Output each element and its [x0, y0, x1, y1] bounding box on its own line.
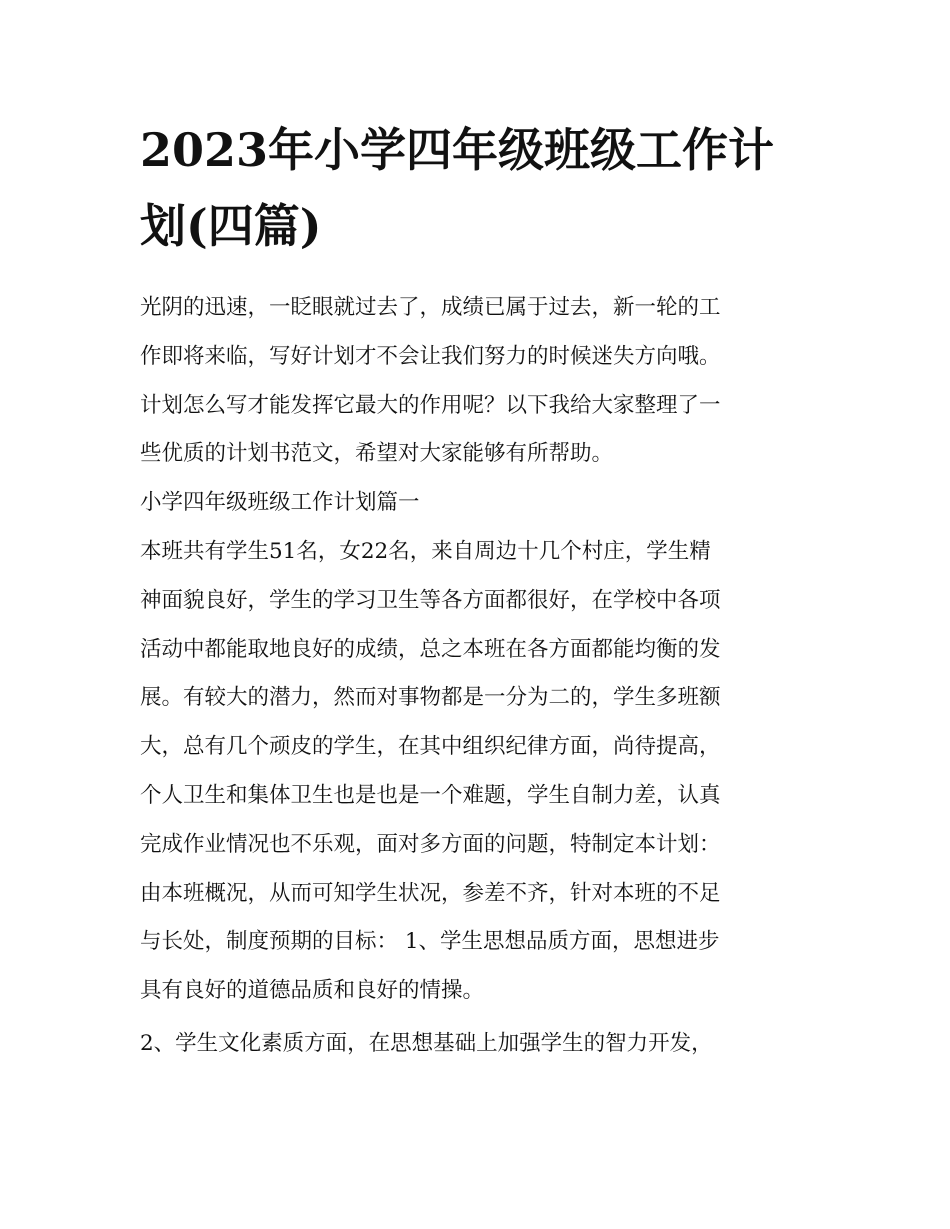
text-line: 作即将来临，写好计划才不会让我们努力的时候迷失方向哦。 [140, 343, 721, 369]
text-line: 个人卫生和集体卫生也是也是一个难题，学生自制力差，认真 [140, 782, 721, 808]
text-line: 计划怎么写才能发挥它最大的作用呢？以下我给大家整理了一 [140, 392, 721, 418]
section-heading [140, 479, 812, 528]
text-line: 光阴的迅速，一眨眼就过去了，成绩已属于过去，新一轮的工 [140, 295, 721, 320]
text-line: 小学四年级班级工作计划篇一 [140, 490, 420, 516]
section-paragraph [140, 528, 812, 1016]
text-line: 由本班概况，从而可知学生状况，参差不齐，针对本班的不足 [140, 880, 721, 906]
list-item-paragraph [140, 1020, 812, 1069]
text-line: 具有良好的道德品质和良好的情操。 [140, 978, 485, 1004]
title-line: 划(四篇) [140, 199, 322, 253]
document-body [140, 284, 812, 1069]
document-title [140, 112, 812, 264]
text-line: 展。有较大的潜力，然而对事物都是一分为二的，学生多班额 [140, 685, 721, 711]
text-line: 大，总有几个顽皮的学生，在其中组织纪律方面，尚待提高， [140, 734, 721, 760]
intro-paragraph [140, 284, 812, 479]
text-line: 与长处，制度预期的目标： 1、学生思想品质方面，思想进步 [140, 929, 720, 955]
text-line: 2、学生文化素质方面，在思想基础上加强学生的智力开发， [140, 1030, 713, 1056]
text-line: 神面貌良好，学生的学习卫生等各方面都很好，在学校中各项 [140, 587, 721, 613]
text-line: 活动中都能取地良好的成绩，总之本班在各方面都能均衡的发 [140, 636, 721, 662]
text-line: 完成作业情况也不乐观，面对多方面的问题，特制定本计划： [140, 831, 721, 857]
text-line: 些优质的计划书范文，希望对大家能够有所帮助。 [140, 441, 614, 467]
document-page [140, 112, 812, 1069]
title-line: 2023年小学四年级班级工作计 [140, 123, 775, 177]
text-line: 本班共有学生51名，女22名，来自周边十几个村庄，学生精 [140, 538, 711, 564]
